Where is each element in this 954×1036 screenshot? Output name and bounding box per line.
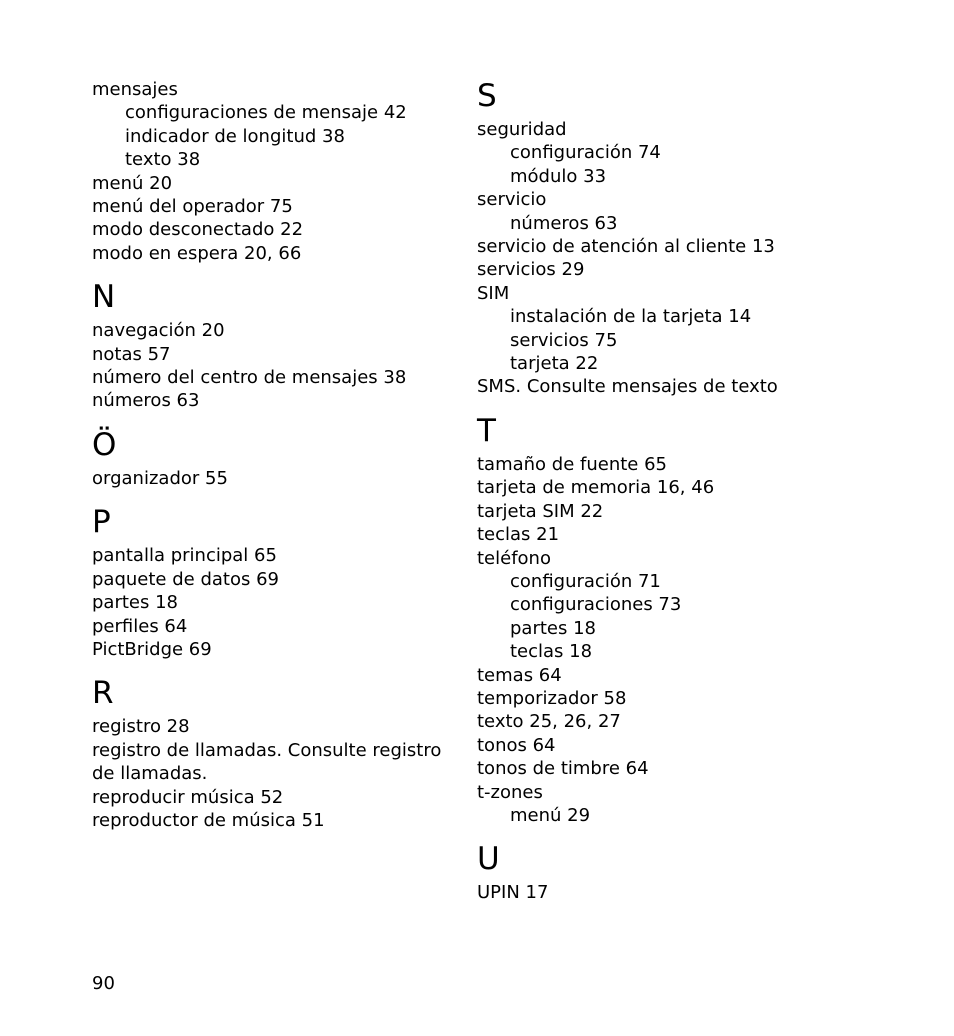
index-entry: t-zones: [477, 781, 543, 803]
index-entry: registro de llamadas. Consulte registro de llamadas.: [92, 739, 442, 785]
index-entry: organizador 55: [92, 467, 228, 489]
index-entry: teclas 21: [477, 524, 560, 546]
index-section: [92, 427, 452, 490]
index-entry: seguridad: [477, 119, 567, 140]
index-subentry: configuraciones 73: [510, 594, 682, 616]
section-letter-heading: U: [477, 841, 500, 878]
index-entry: temporizador 58: [477, 687, 627, 709]
index-entry: números 63: [92, 390, 200, 412]
index-subentry: texto 38: [125, 149, 201, 171]
section-letter-heading: Ö: [92, 426, 117, 463]
index-entry: servicio de atención al cliente 13: [477, 236, 775, 258]
index-entry: paquete de datos 69: [92, 568, 279, 590]
index-subentry: números 63: [510, 212, 618, 234]
index-section: [477, 841, 857, 904]
index-entry: partes 18: [92, 592, 178, 614]
index-subentry: módulo 33: [510, 165, 607, 187]
index-entry: tarjeta SIM 22: [477, 500, 604, 522]
index-entry: menú 20: [92, 172, 173, 194]
section-letter-heading: T: [477, 412, 496, 449]
index-entry: número del centro de mensajes 38: [92, 367, 407, 389]
index-entry: tamaño de fuente 65: [477, 453, 668, 475]
index-entry: perfiles 64: [92, 615, 188, 637]
index-entry: reproducir música 52: [92, 786, 284, 808]
index-entry: teléfono: [477, 547, 551, 569]
index-subentry: tarjeta 22: [510, 353, 599, 375]
index-entry: UPIN 17: [477, 882, 549, 904]
index-entry: registro 28: [92, 716, 190, 738]
index-subentry: servicios 75: [510, 329, 618, 351]
index-section: [477, 413, 857, 828]
section-letter-heading: R: [92, 675, 114, 712]
index-entry: notas 57: [92, 343, 171, 365]
section-letter-heading: P: [92, 504, 111, 541]
index-section: [477, 78, 857, 399]
index-subentry: teclas 18: [510, 641, 593, 663]
index-entry: modo en espera 20, 66: [92, 242, 302, 264]
index-column-right: [477, 78, 857, 905]
index-entry: reproductor de música 51: [92, 809, 325, 831]
index-section: [92, 504, 452, 661]
index-entry: SMS. Consulte mensajes de texto: [477, 376, 778, 398]
index-subentry: indicador de longitud 38: [125, 125, 345, 147]
index-entry: servicio: [477, 189, 547, 211]
index-entry: PictBridge 69: [92, 638, 212, 660]
index-subentry: configuración 74: [510, 142, 661, 164]
index-column-left: [92, 78, 452, 832]
section-letter-heading: N: [92, 279, 116, 316]
index-entry: temas 64: [477, 664, 562, 686]
index-entry: menú del operador 75: [92, 196, 293, 218]
index-entry: modo desconectado 22: [92, 219, 304, 241]
index-subentry: instalación de la tarjeta 14: [510, 306, 752, 328]
index-entry: navegación 20: [92, 320, 225, 342]
index-subentry: configuraciones de mensaje 42: [125, 102, 407, 124]
index-subentry: configuración 71: [510, 570, 661, 592]
index-entry: servicios 29: [477, 259, 585, 281]
index-subentry: partes 18: [510, 617, 596, 639]
section-letter-heading: S: [477, 78, 497, 114]
index-entry: tarjeta de memoria 16, 46: [477, 477, 715, 499]
index-entry: tonos 64: [477, 734, 556, 756]
index-entry: texto 25, 26, 27: [477, 711, 621, 733]
index-entry: pantalla principal 65: [92, 545, 277, 567]
index-entry: SIM: [477, 282, 510, 304]
index-entry: tonos de timbre 64: [477, 758, 649, 780]
index-subentry: menú 29: [510, 804, 591, 826]
index-section: [92, 675, 452, 832]
page-number: 90: [92, 973, 115, 994]
index-section: [92, 78, 452, 265]
index-entry: mensajes: [92, 79, 178, 100]
index-section: [92, 279, 452, 413]
